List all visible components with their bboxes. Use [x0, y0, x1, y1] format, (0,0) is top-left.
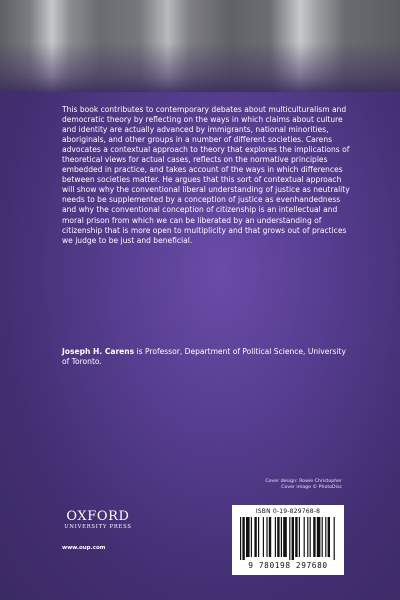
publisher-subtitle: UNIVERSITY PRESS — [64, 524, 132, 530]
isbn-box — [232, 505, 344, 575]
barcode-bar — [263, 517, 264, 557]
barcode — [240, 517, 336, 560]
publisher-website: www.oup.com — [62, 545, 106, 551]
credit-design: Cover design: Rowie Christopher — [265, 479, 342, 484]
barcode-bar — [322, 517, 323, 557]
barcode-bar — [277, 517, 279, 557]
credit-image: Cover image © PhotoDisc — [281, 485, 342, 490]
author-bio-text: is Professor, Department of Political Science, University of Toronto. — [62, 347, 346, 367]
barcode-bar — [281, 517, 282, 557]
barcode-bar — [289, 517, 290, 560]
barcode-bar — [325, 517, 326, 557]
barcode-bar — [328, 517, 330, 557]
barcode-number: 9 780198 297680 — [248, 561, 328, 570]
barcode-bar — [295, 517, 297, 557]
barcode-bar — [304, 517, 305, 557]
barcode-bar — [307, 517, 308, 557]
author-name: Joseph H. Carens — [62, 347, 135, 356]
barcode-bar — [266, 517, 267, 557]
barcode-bar — [317, 517, 321, 557]
barcode-bar — [242, 517, 244, 560]
barcode-bar — [283, 517, 287, 557]
barcode-bar — [299, 517, 300, 557]
barcode-bar — [269, 517, 271, 557]
barcode-bar — [251, 517, 252, 557]
barcode-bar — [246, 517, 250, 557]
barcode-bar — [310, 517, 311, 557]
barcode-bar — [292, 517, 294, 560]
isbn-label: ISBN 0-19-829768-8 — [255, 508, 321, 515]
barcode-bar — [313, 517, 315, 557]
barcode-bar — [240, 517, 241, 560]
barcode-bar — [254, 517, 256, 557]
publisher-logo — [62, 510, 134, 531]
book-description: This book contributes to contemporary debates about multiculturalism and democratic theory by reflecting on the ways in which claims about culture and identity are actually advanced by immigrants, national minorities, aboriginals, and other groups in a number of different societies. Carens advocates a contextual approach to theory that explores the implications of theoretical views for actual cases, reflects on the normative principles embedded in practice, and takes account of the ways in which differences between societies matter. He argues that this sort of contextual approach will show why the conventional liberal understanding of justice as neutrality needs to be supplemented by a conception of justice as evenhandedness and why the conventional conception of citizenship is an intellectual and moral prison from which we can be liberated by an understanding of citizenship that is more open to multiplicity and that grows out of practices we judge to be just and beneficial. — [62, 105, 350, 245]
cover-photo — [0, 0, 400, 92]
barcode-bar — [334, 517, 335, 560]
publisher-name: OXFORD — [66, 509, 130, 524]
cover-credits — [265, 479, 342, 491]
barcode-bar — [275, 517, 276, 557]
barcode-bar — [258, 517, 259, 557]
author-bio — [62, 347, 352, 367]
